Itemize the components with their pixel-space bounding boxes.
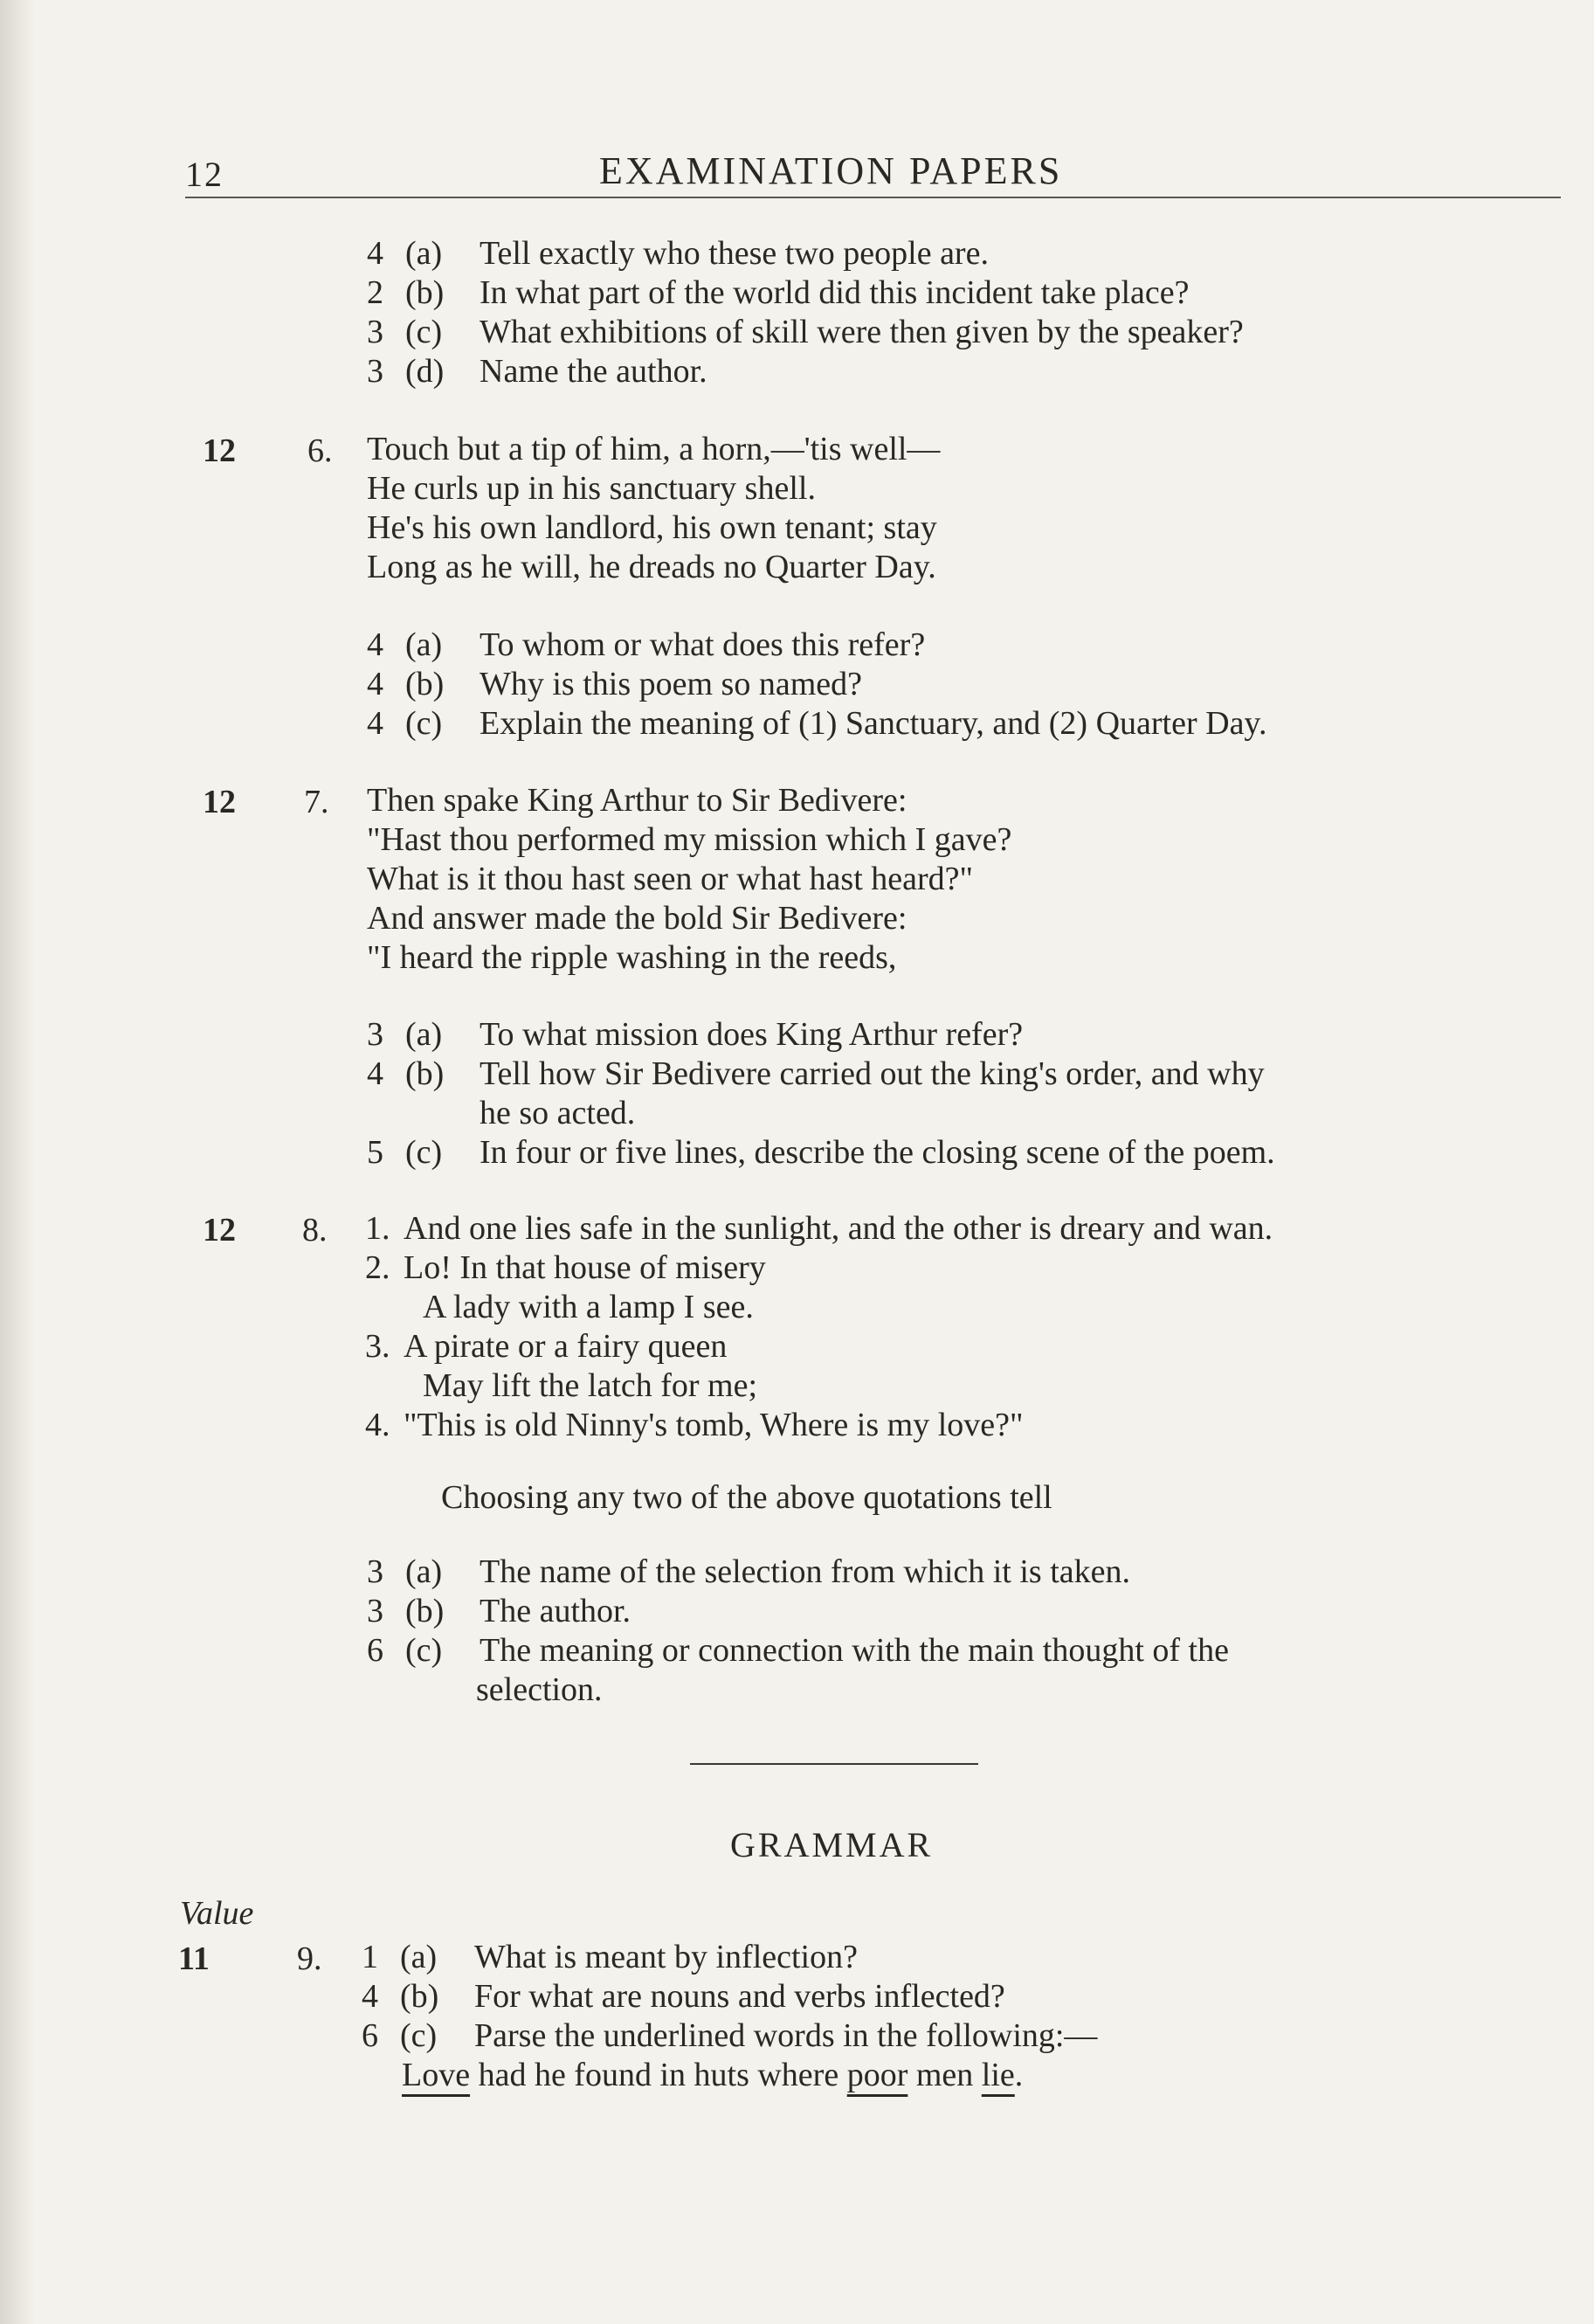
q8-part-c: 6 (c) The meaning or connection with the main thought of the — [367, 1632, 1229, 1669]
underlined-word: poor — [846, 2057, 908, 2093]
page-number: 12 — [185, 155, 224, 194]
q9-parse-sentence: Love had he found in huts where poor men lie. — [402, 2057, 1024, 2093]
q6-part-b: 4 (b) Why is this poem so named? — [367, 666, 862, 702]
q6-number: 6. — [307, 432, 333, 469]
q9-value: 11 — [178, 1940, 210, 1977]
underlined-word: lie — [981, 2057, 1015, 2093]
q6-poem-line: He's his own landlord, his own tenant; stay — [367, 509, 937, 546]
q8-quote-2: 2. Lo! In that house of misery — [365, 1249, 766, 1286]
q8-part-c-continued: selection. — [476, 1671, 603, 1708]
q7-poem-line: What is it thou hast seen or what hast heard?" — [367, 861, 974, 897]
running-title: EXAMINATION PAPERS — [599, 149, 1063, 192]
q7-part-c: 5 (c) In four or five lines, describe the closing scene of the poem. — [367, 1134, 1275, 1171]
q8-value: 12 — [203, 1212, 236, 1248]
q6-poem-line: Touch but a tip of him, a horn,—'tis well— — [367, 431, 941, 467]
q7-poem-line: "Hast thou performed my mission which I gave? — [367, 821, 1012, 858]
q6-poem-line: He curls up in his sanctuary shell. — [367, 470, 816, 507]
q6-poem-line: Long as he will, he dreads no Quarter Day. — [367, 549, 936, 585]
header-rule — [185, 197, 1561, 198]
q6-value: 12 — [203, 432, 236, 469]
q8-quote-4: 4. "This is old Ninny's tomb, Where is my love?" — [365, 1407, 1024, 1443]
underlined-word: Love — [402, 2057, 471, 2093]
q9-part-c: 6 (c) Parse the underlined words in the following:— — [362, 2017, 1098, 2054]
q9-part-b: 4 (b) For what are nouns and verbs inflected? — [362, 1978, 1005, 2015]
q7-number: 7. — [304, 784, 329, 820]
page-edge-shadow — [0, 0, 35, 2324]
q7-part-b: 4 (b) Tell how Sir Bedivere carried out the king's order, and why — [367, 1055, 1265, 1092]
q8-part-a: 3 (a) The name of the selection from which it is taken. — [367, 1553, 1130, 1590]
q7-poem-line: "I heard the ripple washing in the reeds, — [367, 939, 897, 976]
q5-part-c: 3 (c) What exhibitions of skill were then given by the speaker? — [367, 314, 1244, 350]
q8-number: 8. — [302, 1212, 328, 1248]
q8-quote-1: 1. And one lies safe in the sunlight, and the other is dreary and wan. — [365, 1210, 1273, 1247]
q5-part-a: 4 (a) Tell exactly who these two people are. — [367, 235, 989, 272]
q7-part-b-continued: he so acted. — [480, 1095, 636, 1131]
q8-instruction: Choosing any two of the above quotations tell — [441, 1479, 1052, 1516]
section-divider — [690, 1763, 978, 1765]
q7-poem-line: Then spake King Arthur to Sir Bedivere: — [367, 782, 907, 819]
q8-quote-2-continued: A lady with a lamp I see. — [423, 1289, 754, 1325]
q6-part-a: 4 (a) To whom or what does this refer? — [367, 626, 926, 663]
value-column-label: Value — [180, 1895, 254, 1932]
q9-part-a: 1 (a) What is meant by inflection? — [362, 1939, 858, 1975]
q5-part-d: 3 (d) Name the author. — [367, 353, 707, 390]
q8-quote-3: 3. A pirate or a fairy queen — [365, 1328, 728, 1365]
section-heading-grammar: GRAMMAR — [730, 1825, 934, 1864]
q7-poem-line: And answer made the bold Sir Bedivere: — [367, 900, 907, 937]
q6-part-c: 4 (c) Explain the meaning of (1) Sanctuary, and (2) Quarter Day. — [367, 705, 1267, 742]
q9-number: 9. — [297, 1940, 322, 1977]
q7-part-a: 3 (a) To what mission does King Arthur refer? — [367, 1016, 1024, 1053]
q8-quote-3-continued: May lift the latch for me; — [423, 1367, 758, 1404]
q7-value: 12 — [203, 784, 236, 820]
q5-part-b: 2 (b) In what part of the world did this incident take place? — [367, 274, 1190, 311]
q8-part-b: 3 (b) The author. — [367, 1593, 631, 1629]
